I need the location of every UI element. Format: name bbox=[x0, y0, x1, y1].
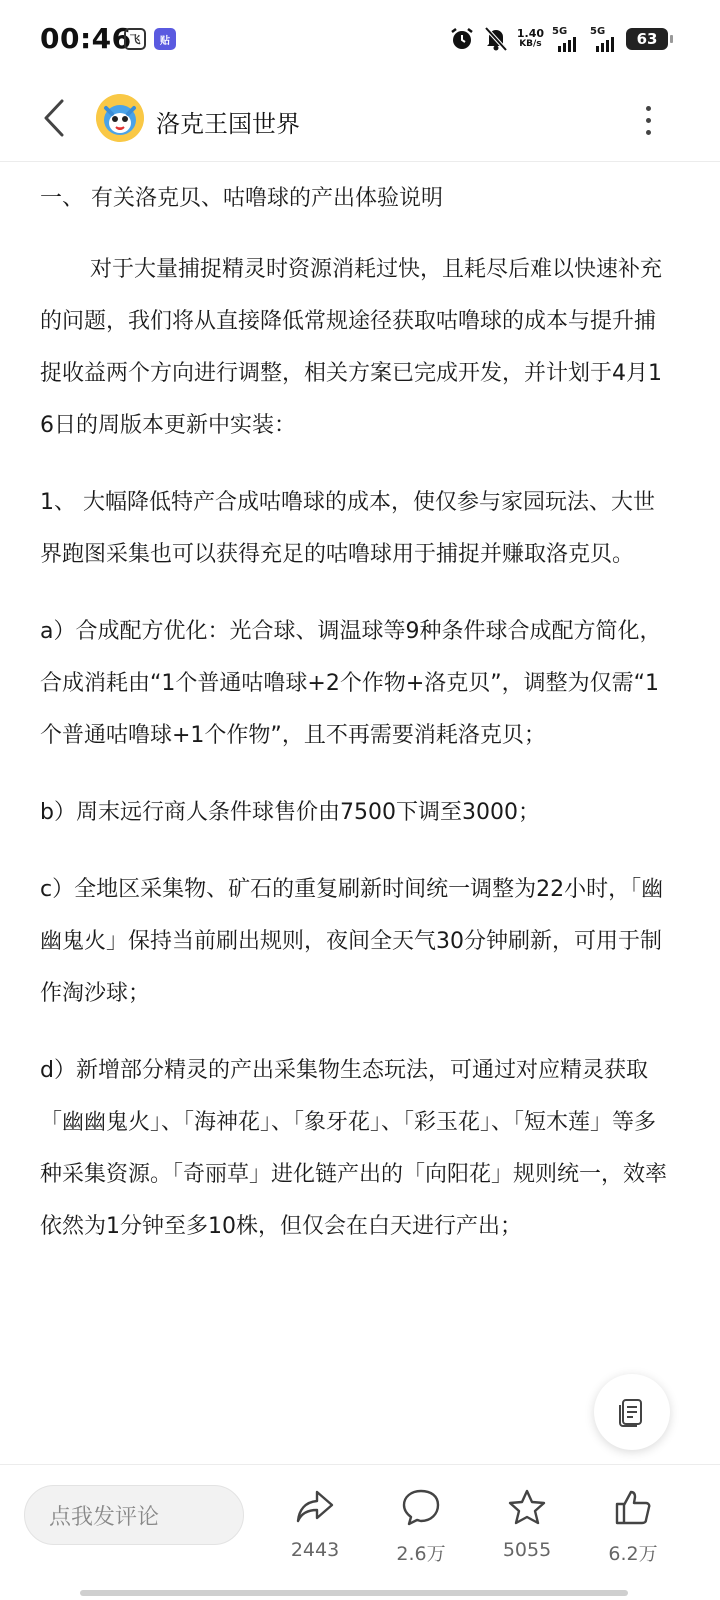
bottom-action-bar bbox=[0, 1464, 720, 1600]
like-count: 6.2万 bbox=[608, 1543, 658, 1565]
mute-bell-icon bbox=[483, 26, 509, 52]
floating-notes-button[interactable] bbox=[594, 1374, 670, 1450]
item-c-paragraph: c）全地区采集物、矿石的重复刷新时间统一调整为22小时，「幽幽鬼火」保持当前刷出规则，夜间全天气30分钟刷新，可用于制作淘沙球； bbox=[40, 877, 664, 1006]
channel-avatar[interactable] bbox=[96, 94, 144, 142]
comment-bubble-icon bbox=[401, 1488, 441, 1526]
net-speed-unit: KB/s bbox=[519, 39, 542, 49]
back-button[interactable] bbox=[34, 96, 74, 140]
status-icons bbox=[449, 24, 620, 54]
status-bar bbox=[0, 0, 720, 80]
notes-icon bbox=[617, 1397, 647, 1427]
point-1-paragraph: 1、 大幅降低特产合成咕噜球的成本，使仅参与家园玩法、大世界跑图采集也可以获得充足的咕噜球用于捕捉并赚取洛克贝。 bbox=[40, 490, 655, 567]
item-b-paragraph: b）周末远行商人条件球售价由7500下调至3000； bbox=[40, 800, 540, 825]
comment-count: 2.6万 bbox=[396, 1543, 446, 1565]
item-a-paragraph: a）合成配方优化：光合球、调温球等9种条件球合成配方简化，合成消耗由“1个普通咕噜球+2个作物+洛克贝”，调整为仅需“1个普通咕噜球+1个作物”，且不再需要消耗洛克贝； bbox=[40, 619, 662, 748]
top-bar bbox=[0, 80, 720, 162]
alarm-icon bbox=[449, 26, 475, 52]
sim2-label: 5G bbox=[590, 26, 606, 37]
network-speed bbox=[517, 28, 544, 50]
more-dot-icon bbox=[646, 118, 651, 123]
favorite-button[interactable] bbox=[482, 1485, 572, 1581]
more-options-button[interactable] bbox=[636, 100, 660, 140]
home-indicator[interactable] bbox=[80, 1590, 628, 1596]
item-d-paragraph: d）新增部分精灵的产出采集物生态玩法，可通过对应精灵获取「幽幽鬼火」、「海神花」、「象牙花」、「彩玉花」、「短木莲」等多种采集资源。「奇丽草」进化链产出的「向阳花」规则统一，效率依然为1分钟至多10株，但仅会在白天进行产出； bbox=[40, 1058, 668, 1239]
channel-name[interactable]: 洛克王国世界 bbox=[156, 110, 300, 138]
share-icon bbox=[295, 1489, 335, 1525]
back-arrow-icon bbox=[42, 98, 66, 138]
battery-indicator: 63 bbox=[626, 28, 668, 50]
share-button[interactable] bbox=[270, 1485, 360, 1581]
notification-app-icon: 飞 bbox=[124, 28, 146, 50]
signal-icon-sim1 bbox=[552, 26, 582, 52]
mascot-avatar-icon bbox=[96, 94, 144, 142]
notification-app-icon-2: 贴 bbox=[154, 28, 176, 50]
intro-paragraph: 对于大量捕捉精灵时资源消耗过快，且耗尽后难以快速补充的问题，我们将从直接降低常规途径获取咕噜球的成本与提升捕捉收益两个方向进行调整，相关方案已完成开发，并计划于4月16日的周版本更新中实装： bbox=[40, 257, 663, 438]
comment-input[interactable]: 点我发评论 bbox=[24, 1485, 244, 1545]
favorite-count: 5055 bbox=[502, 1539, 552, 1561]
net-speed-value: 1.40 bbox=[516, 27, 544, 40]
section-heading: 一、 有关洛克贝、咕噜球的产出体验说明 bbox=[40, 186, 443, 211]
article-body bbox=[40, 162, 670, 1253]
sim1-label: 5G bbox=[552, 26, 568, 37]
comment-button[interactable] bbox=[376, 1485, 466, 1581]
status-time: 00:46 bbox=[40, 22, 132, 55]
more-dot-icon bbox=[646, 106, 651, 111]
signal-icon-sim2 bbox=[590, 26, 620, 52]
thumbs-up-icon bbox=[613, 1488, 653, 1526]
more-dot-icon bbox=[646, 130, 651, 135]
star-icon bbox=[507, 1488, 547, 1526]
share-count: 2443 bbox=[290, 1539, 340, 1561]
like-button[interactable] bbox=[588, 1485, 678, 1581]
